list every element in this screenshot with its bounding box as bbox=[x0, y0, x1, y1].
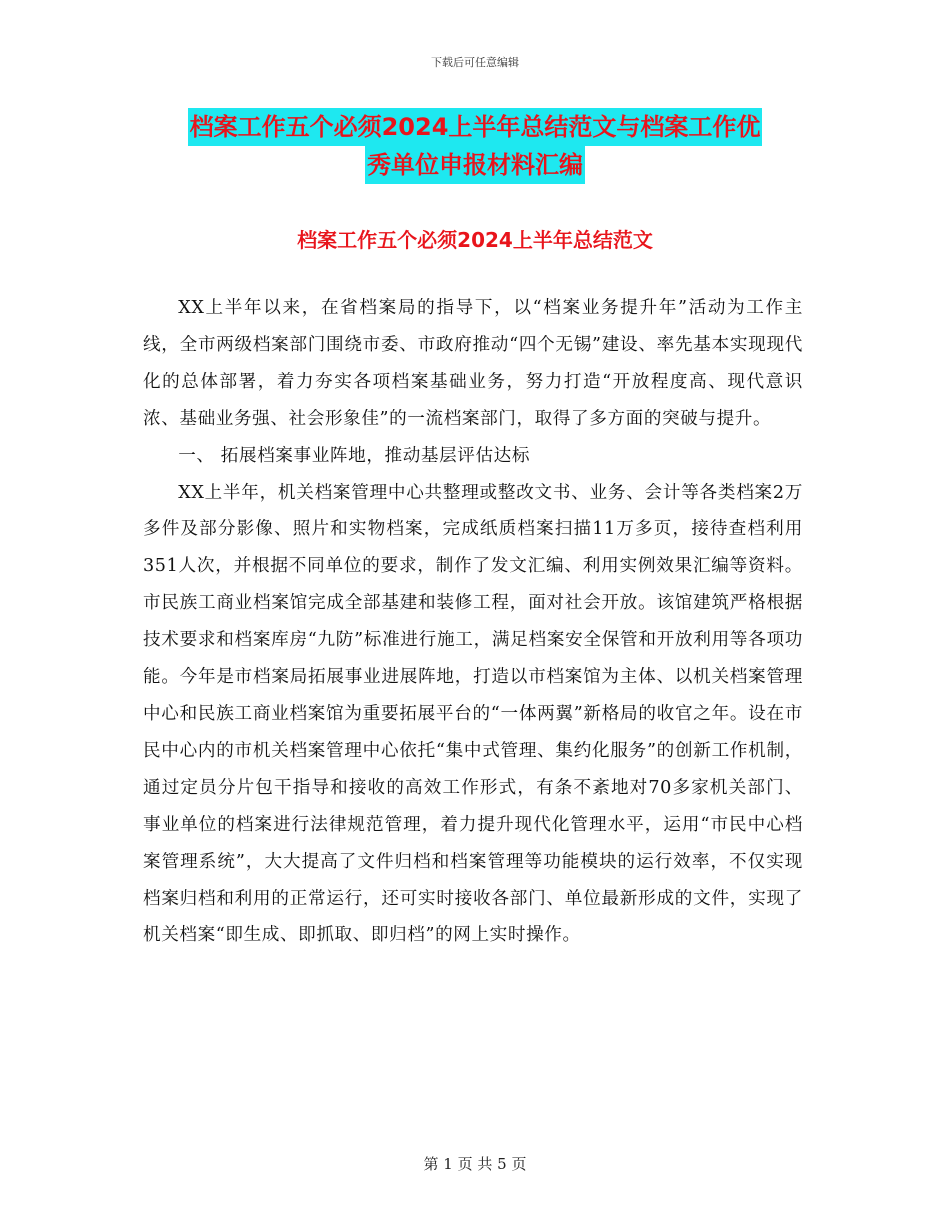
page-header-note: 下载后可任意编辑 bbox=[431, 56, 519, 69]
document-body bbox=[143, 290, 803, 954]
title-line-2: 秀单位申报材料汇编 bbox=[365, 146, 585, 184]
title-line-1: 档案工作五个必须2024上半年总结范文与档案工作优 bbox=[188, 108, 763, 146]
document-title bbox=[140, 108, 810, 184]
paragraph-intro: XX上半年以来，在省档案局的指导下，以“档案业务提升年”活动为工作主线，全市两级档案部门围绕市委、市政府推动“四个无锡”建设、率先基本实现现代化的总体部署，着力夯实各项档案基础业务，努力打造“开放程度高、现代意识浓、基础业务强、社会形象佳”的一流档案部门，取得了多方面的突破与提升。 bbox=[143, 298, 803, 429]
section-heading-1: 一、 拓展档案事业阵地，推动基层评估达标 bbox=[178, 445, 531, 466]
section-title: 档案工作五个必须2024上半年总结范文 bbox=[297, 228, 653, 252]
page-footer: 第 1 页 共 5 页 bbox=[423, 1155, 527, 1173]
paragraph-section-1: XX上半年，机关档案管理中心共整理或整改文书、业务、会计等各类档案2万多件及部分影像、照片和实物档案，完成纸质档案扫描11万多页，接待查档利用351人次，并根据不同单位的要求，制作了发文汇编、利用实例效果汇编等资料。市民族工商业档案馆完成全部基建和装修工程，面对社会开放。该馆建筑严格根据技术要求和档案库房“九防”标准进行施工，满足档案安全保管和开放利用等各项功能。今年是市档案局拓展事业进展阵地，打造以市档案馆为主体、以机关档案管理中心和民族工商业档案馆为重要拓展平台的“一体两翼”新格局的收官之年。设在市民中心内的市机关档案管理中心依托“集中式管理、集约化服务”的创新工作机制，通过定员分片包干指导和接收的高效工作形式，有条不紊地对70多家机关部门、事业单位的档案进行法律规范管理，着力提升现代化管理水平，运用“市民中心档案管理系统”，大大提高了文件归档和档案管理等功能模块的运行效率，不仅实现档案归档和利用的正常运行，还可实时接收各部门、单位最新形成的文件，实现了机关档案“即生成、即抓取、即归档”的网上实时操作。 bbox=[143, 482, 803, 946]
